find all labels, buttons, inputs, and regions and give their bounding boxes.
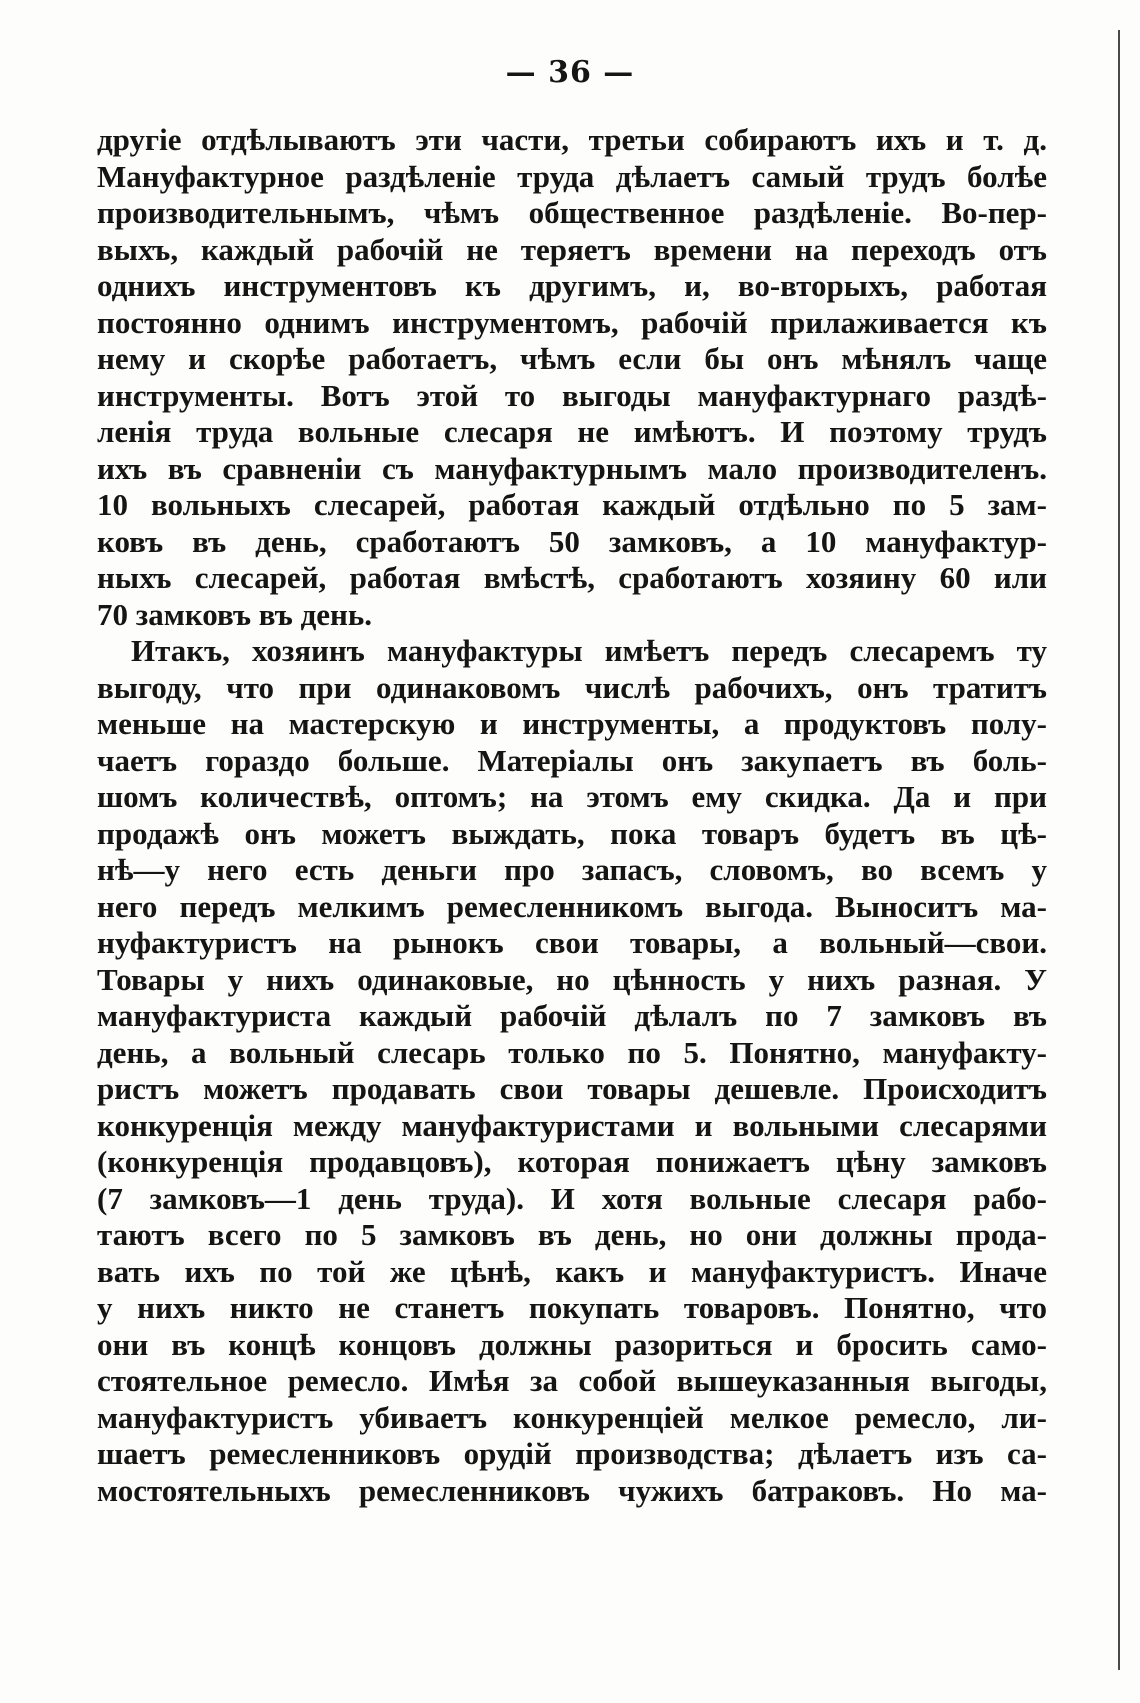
text-line: Товары у нихъ одинаковые, но цѣнность у нихъ разная. У [97, 961, 1047, 997]
text-line: другіе отдѣлываютъ эти части, третьи собираютъ ихъ и т. д. [97, 122, 1047, 157]
text-line: однихъ инструментовъ къ другимъ, и, во-вторыхъ, работая [97, 268, 1047, 303]
text-line: шомъ количествѣ, оптомъ; на этомъ ему скидка. Да и при [97, 779, 1047, 814]
text-line: ныхъ слесарей, работая вмѣстѣ, сработаютъ хозяину 60 или [97, 560, 1047, 595]
text-line: ристъ можетъ продавать свои товары дешевле. Происходитъ [97, 1071, 1047, 1106]
text-line: Мануфактурное раздѣленіе труда дѣлаетъ самый трудъ болѣе [97, 158, 1047, 194]
text-line: 70 замковъ въ день. [97, 596, 373, 632]
text-line: производительнымъ, чѣмъ общественное раздѣленіе. Во-пер- [97, 195, 1047, 230]
text-line: вать ихъ по той же цѣнѣ, какъ и мануфактуристъ. Иначе [97, 1253, 1047, 1289]
paragraph [97, 633, 1047, 1509]
text-line: они въ концѣ концовъ должны разориться и бросить само- [97, 1326, 1047, 1362]
text-line: нуфактуристъ на рынокъ свои товары, а вольный—свои. [97, 925, 1047, 960]
text-line: нему и скорѣе работаетъ, чѣмъ если бы онъ мѣнялъ чаще [97, 341, 1047, 376]
text-line: ленія труда вольные слесаря не имѣютъ. И поэтому трудъ [97, 414, 1047, 449]
text-line: мостоятельныхъ ремесленниковъ чужихъ батраковъ. Но ма- [97, 1472, 1047, 1508]
text-line: него передъ мелкимъ ремесленникомъ выгода. Выноситъ ма- [97, 888, 1047, 924]
text-line: выгоду, что при одинаковомъ числѣ рабочихъ, онъ тратитъ [97, 669, 1047, 705]
text-line: шаетъ ремесленниковъ орудій производства; дѣлаетъ изъ са- [97, 1436, 1047, 1471]
page-edge-rule [1118, 30, 1120, 1670]
text-line: выхъ, каждый рабочій не теряетъ времени на переходъ отъ [97, 231, 1047, 267]
text-line: чаетъ гораздо больше. Матеріалы онъ закупаетъ въ боль- [97, 742, 1047, 778]
text-line: (конкуренція продавцовъ), которая понижаетъ цѣну замковъ [97, 1144, 1047, 1179]
paragraph [97, 122, 1047, 633]
text-line: ихъ въ сравненіи съ мануфактурнымъ мало производителенъ. [97, 450, 1047, 486]
text-line: нѣ—у него есть деньги про запасъ, словомъ, во всемъ у [97, 852, 1047, 887]
text-line: 10 вольныхъ слесарей, работая каждый отдѣльно по 5 зам- [97, 487, 1047, 522]
text-line: мануфактуристъ убиваетъ конкуренціей мелкое ремесло, ли- [97, 1399, 1047, 1435]
text-line: день, а вольный слесарь только по 5. Понятно, мануфакту- [97, 1034, 1047, 1070]
text-line: стоятельное ремесло. Имѣя за собой вышеуказанныя выгоды, [97, 1363, 1047, 1398]
text-line: мануфактуриста каждый рабочій дѣлалъ по 7 замковъ въ [97, 998, 1047, 1033]
text-line: у нихъ никто не станетъ покупать товаровъ. Понятно, что [97, 1290, 1047, 1325]
text-line: Итакъ, хозяинъ мануфактуры имѣетъ передъ слесаремъ ту [131, 633, 1047, 668]
body-text [97, 122, 1047, 1509]
text-line: постоянно однимъ инструментомъ, рабочій прилаживается къ [97, 304, 1047, 340]
text-line: таютъ всего по 5 замковъ въ день, но они должны прода- [97, 1217, 1047, 1252]
text-line: меньше на мастерскую и инструменты, а продуктовъ полу- [97, 706, 1047, 741]
text-line: инструменты. Вотъ этой то выгоды мануфактурнаго раздѣ- [97, 377, 1047, 413]
text-line: ковъ въ день, сработаютъ 50 замковъ, а 10 мануфактур- [97, 523, 1047, 559]
page-number: — 36 — [505, 55, 635, 90]
text-line: продажѣ онъ можетъ выждать, пока товаръ будетъ въ цѣ- [97, 815, 1047, 851]
text-line: конкуренція между мануфактуристами и вольными слесарями [97, 1107, 1047, 1143]
text-line: (7 замковъ—1 день труда). И хотя вольные слесаря рабо- [97, 1180, 1047, 1216]
